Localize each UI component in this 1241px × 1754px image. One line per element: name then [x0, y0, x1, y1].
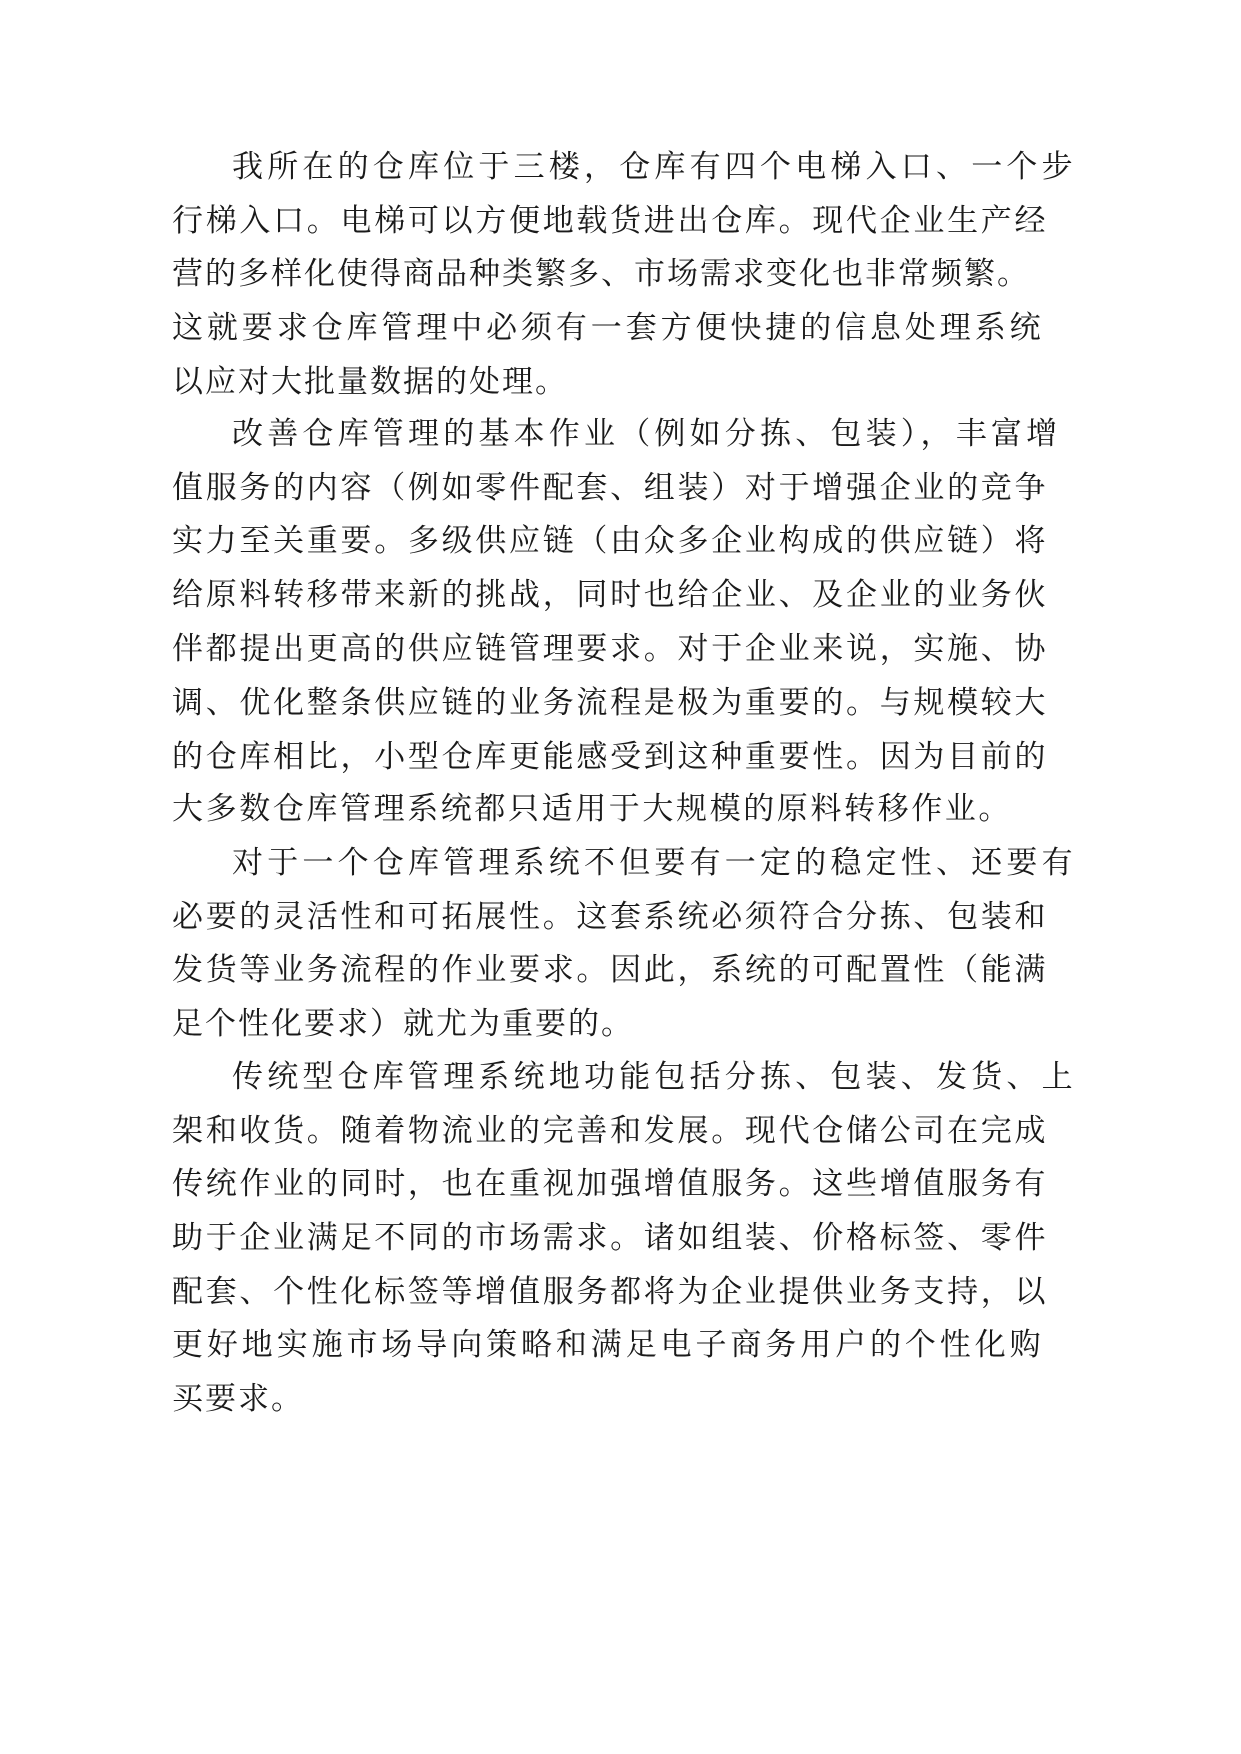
text-line: 行梯入口。电梯可以方便地载货进出仓库。现代企业生产经	[172, 203, 1049, 239]
text-line: 给原料转移带来新的挑战，同时也给企业、及企业的业务伙	[172, 577, 1049, 613]
text-line: 这就要求仓库管理中必须有一套方便快捷的信息处理系统	[172, 310, 1045, 346]
text-line: 大多数仓库管理系统都只适用于大规模的原料转移作业。	[172, 791, 1012, 827]
text-line: 实力至关重要。多级供应链（由众多企业构成的供应链）将	[172, 523, 1049, 559]
text-line: 助于企业满足不同的市场需求。诸如组装、价格标签、零件	[172, 1220, 1049, 1256]
text-line: 更好地实施市场导向策略和满足电子商务用户的个性化购	[172, 1327, 1045, 1363]
text-line: 我所在的仓库位于三楼，仓库有四个电梯入口、一个步	[232, 149, 1077, 185]
text-line: 买要求。	[172, 1381, 304, 1417]
text-line: 架和收货。随着物流业的完善和发展。现代仓储公司在完成	[172, 1113, 1049, 1149]
text-line: 对于一个仓库管理系统不但要有一定的稳定性、还要有	[232, 845, 1077, 881]
text-line: 营的多样化使得商品种类繁多、市场需求变化也非常频繁。	[172, 256, 1030, 292]
text-line: 值服务的内容（例如零件配套、组装）对于增强企业的竞争	[172, 470, 1049, 506]
text-line: 配套、个性化标签等增值服务都将为企业提供业务支持，以	[172, 1274, 1049, 1310]
text-line: 发货等业务流程的作业要求。因此，系统的可配置性（能满	[172, 952, 1049, 988]
text-line: 改善仓库管理的基本作业（例如分拣、包装），丰富增	[232, 416, 1062, 452]
text-line: 传统型仓库管理系统地功能包括分拣、包装、发货、上	[232, 1059, 1077, 1095]
text-line: 伴都提出更高的供应链管理要求。对于企业来说，实施、协	[172, 631, 1049, 667]
text-line: 调、优化整条供应链的业务流程是极为重要的。与规模较大	[172, 685, 1049, 721]
text-line: 以应对大批量数据的处理。	[172, 364, 568, 400]
text-line: 的仓库相比，小型仓库更能感受到这种重要性。因为目前的	[172, 739, 1049, 775]
text-line: 必要的灵活性和可拓展性。这套系统必须符合分拣、包装和	[172, 899, 1049, 935]
text-line: 足个性化要求）就尤为重要的。	[172, 1006, 634, 1042]
text-line: 传统作业的同时，也在重视加强增值服务。这些增值服务有	[172, 1166, 1049, 1202]
